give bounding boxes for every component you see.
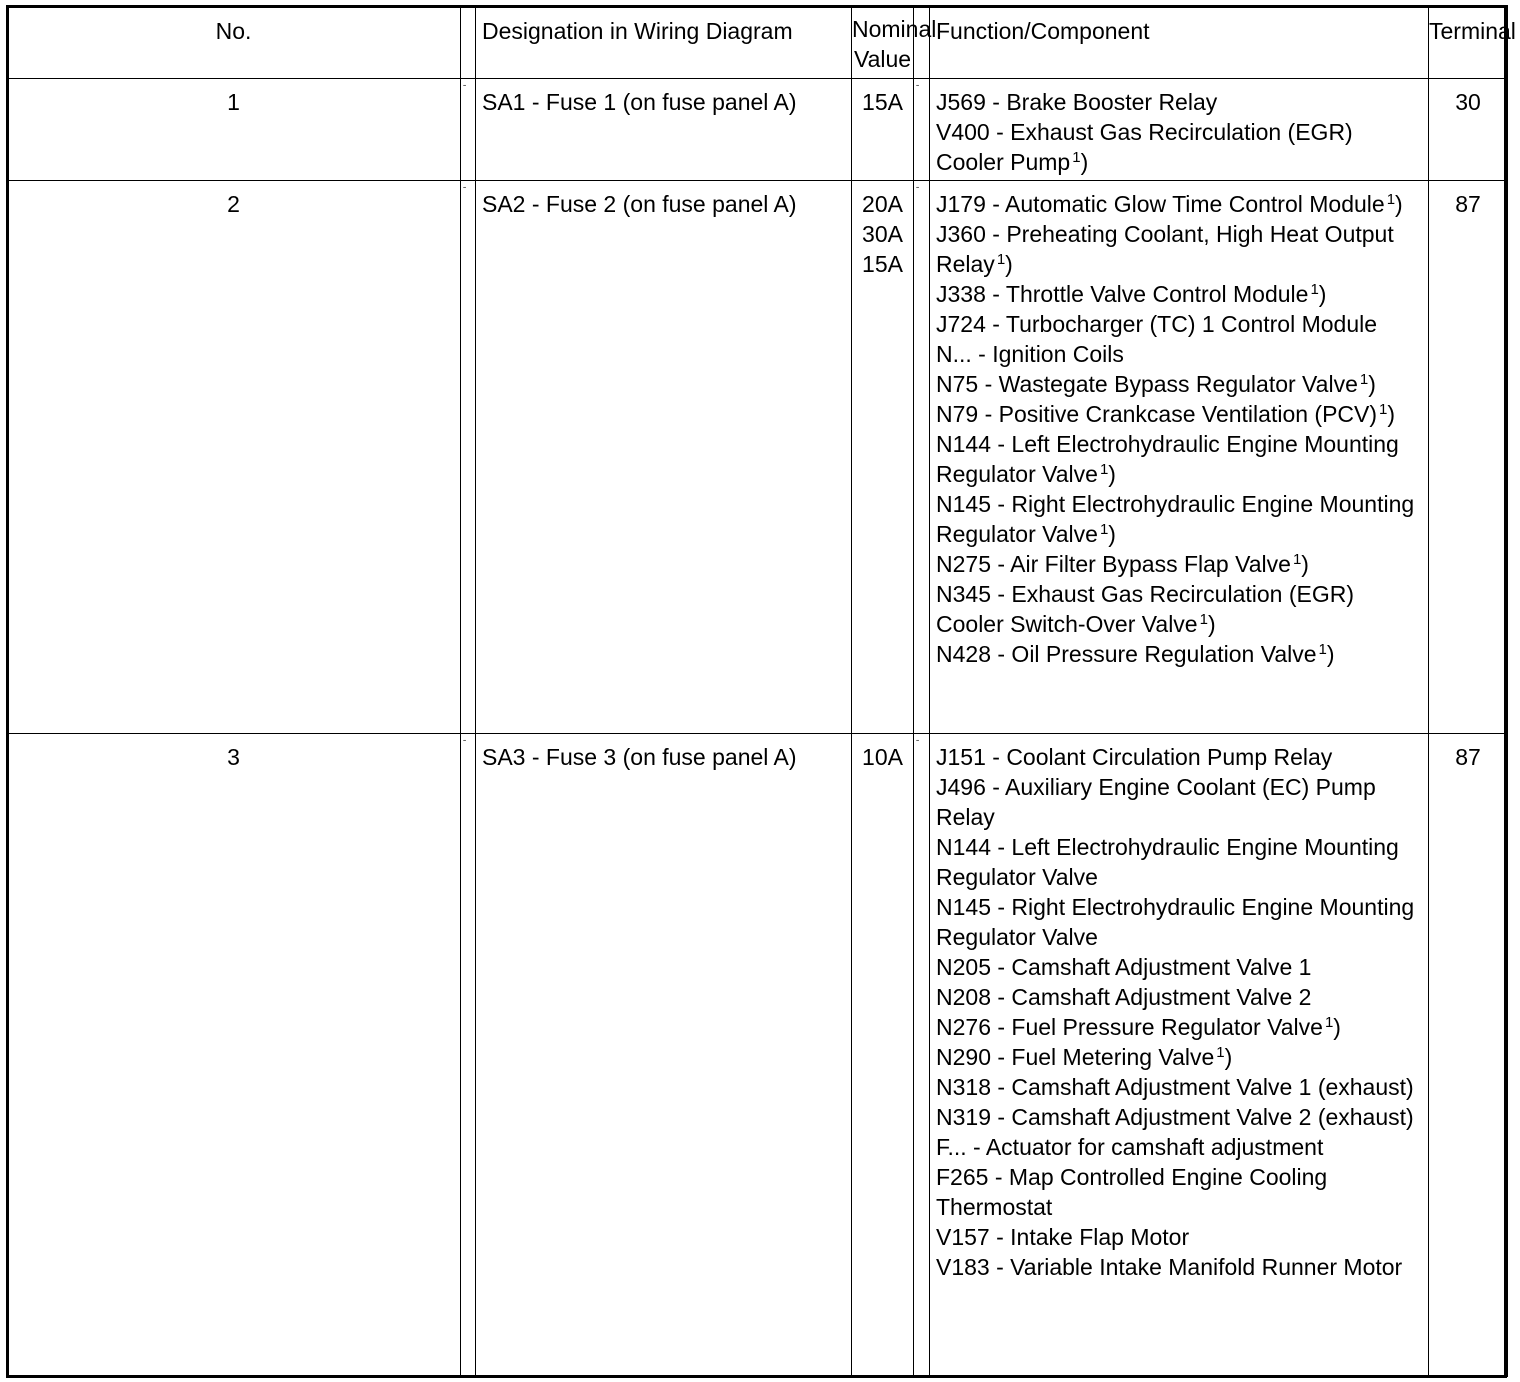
footnote-paren: ): [1387, 401, 1396, 427]
component-text: J151 - Coolant Circulation Pump Relay: [936, 744, 1333, 770]
component-text: N345 - Exhaust Gas Recirculation (EGR) Cooler Switch-Over Valve: [936, 581, 1354, 637]
footnote-marker: 1: [1324, 1014, 1334, 1031]
footnote-paren: ): [1368, 371, 1376, 397]
component-text: J724 - Turbocharger (TC) 1 Control Module: [936, 311, 1378, 337]
footnote-marker: 1: [1072, 149, 1081, 166]
tick-mark: ˉ: [916, 84, 920, 95]
component-text: N144 - Left Electrohydraulic Engine Mounting Regulator Valve: [936, 431, 1399, 487]
component-text: V183 - Variable Intake Manifold Runner Motor: [936, 1254, 1403, 1280]
header-terminal: Terminal: [1429, 6, 1508, 79]
component-text: N75 - Wastegate Bypass Regulator Valve: [936, 371, 1358, 397]
footnote-paren: ): [1326, 641, 1335, 667]
cell-terminal: 30: [1429, 79, 1508, 181]
component-text: N318 - Camshaft Adjustment Valve 1 (exhaust): [936, 1074, 1414, 1100]
footnote-paren: ): [1005, 251, 1013, 277]
component-text: N79 - Positive Crankcase Ventilation (PCV): [936, 401, 1378, 427]
component-text: N205 - Camshaft Adjustment Valve 1: [936, 954, 1312, 980]
footnote-marker: 1: [1379, 401, 1388, 418]
table-frame: [6, 5, 1507, 1378]
footnote-paren: ): [1207, 611, 1216, 637]
footnote-marker: 1: [1386, 191, 1396, 208]
component-text: N144 - Left Electrohydraulic Engine Mounting Regulator Valve: [936, 834, 1399, 890]
footnote-paren: ): [1318, 281, 1327, 307]
footnote-marker: 1: [1099, 461, 1109, 478]
component-text: J569 - Brake Booster Relay: [936, 89, 1218, 115]
component-text: N276 - Fuel Pressure Regulator Valve: [936, 1014, 1323, 1040]
tick-mark: ˉ: [463, 186, 467, 197]
cell-designation: SA2 - Fuse 2 (on fuse panel A): [476, 181, 852, 734]
tick-mark: ˉ: [463, 84, 467, 95]
component-text: J496 - Auxiliary Engine Coolant (EC) Pump Relay: [936, 774, 1376, 830]
nominal-value: 15A: [862, 251, 903, 277]
cell-terminal: 87: [1429, 734, 1508, 1377]
component-text: N145 - Right Electrohydraulic Engine Mounting Regulator Valve: [936, 894, 1415, 950]
footnote-marker: 1: [1292, 551, 1302, 568]
tick-mark: ˉ: [916, 186, 920, 197]
component-text: N208 - Camshaft Adjustment Valve 2: [936, 984, 1312, 1010]
footnote-paren: ): [1108, 521, 1116, 547]
component-text: J338 - Throttle Valve Control Module: [936, 281, 1309, 307]
component-text: F265 - Map Controlled Engine Cooling Thermostat: [936, 1164, 1328, 1220]
nominal-value: 10A: [862, 744, 903, 770]
footnote-marker: 1: [1359, 371, 1369, 388]
footnote-paren: ): [1333, 1014, 1341, 1040]
footnote-paren: ): [1224, 1044, 1233, 1070]
component-text: V157 - Intake Flap Motor: [936, 1224, 1190, 1250]
footnote-marker: 1: [996, 251, 1006, 268]
footnote-marker: 1: [1099, 521, 1109, 538]
tick-mark: ˉ: [463, 739, 467, 750]
cell-no: 2: [7, 181, 461, 734]
nominal-value: 15A: [862, 89, 903, 115]
footnote-marker: 1: [1310, 281, 1319, 298]
cell-designation: SA1 - Fuse 1 (on fuse panel A): [476, 79, 852, 181]
footnote-marker: 1: [1199, 611, 1208, 628]
component-text: N275 - Air Filter Bypass Flap Valve: [936, 551, 1291, 577]
component-text: N428 - Oil Pressure Regulation Valve: [936, 641, 1317, 667]
footnote-marker: 1: [1318, 641, 1327, 658]
component-text: N319 - Camshaft Adjustment Valve 2 (exhaust): [936, 1104, 1414, 1130]
header-function: Function/Component: [930, 6, 1429, 79]
header-nominal-value: Nominal Value: [852, 6, 914, 79]
footnote-paren: ): [1080, 149, 1089, 175]
component-text: J179 - Automatic Glow Time Control Module: [936, 191, 1385, 217]
component-text: J360 - Preheating Coolant, High Heat Output Relay: [936, 221, 1394, 277]
cell-designation: SA3 - Fuse 3 (on fuse panel A): [476, 734, 852, 1377]
nominal-value: 20A: [862, 191, 903, 217]
nominal-value: 30A: [862, 221, 903, 247]
tick-mark: ˉ: [916, 739, 920, 750]
component-text: N290 - Fuel Metering Valve: [936, 1044, 1215, 1070]
component-text: F... - Actuator for camshaft adjustment: [936, 1134, 1324, 1160]
header-no: No.: [7, 6, 461, 79]
footnote-paren: ): [1108, 461, 1116, 487]
header-designation: Designation in Wiring Diagram: [476, 6, 852, 79]
footnote-paren: ): [1395, 191, 1403, 217]
cell-no: 1: [7, 79, 461, 181]
component-text: N... - Ignition Coils: [936, 341, 1124, 367]
cell-no: 3: [7, 734, 461, 1377]
cell-terminal: 87: [1429, 181, 1508, 734]
footnote-paren: ): [1301, 551, 1309, 577]
component-text: V400 - Exhaust Gas Recirculation (EGR) Cooler Pump: [936, 119, 1353, 175]
footnote-marker: 1: [1216, 1044, 1225, 1061]
component-text: N145 - Right Electrohydraulic Engine Mounting Regulator Valve: [936, 491, 1415, 547]
